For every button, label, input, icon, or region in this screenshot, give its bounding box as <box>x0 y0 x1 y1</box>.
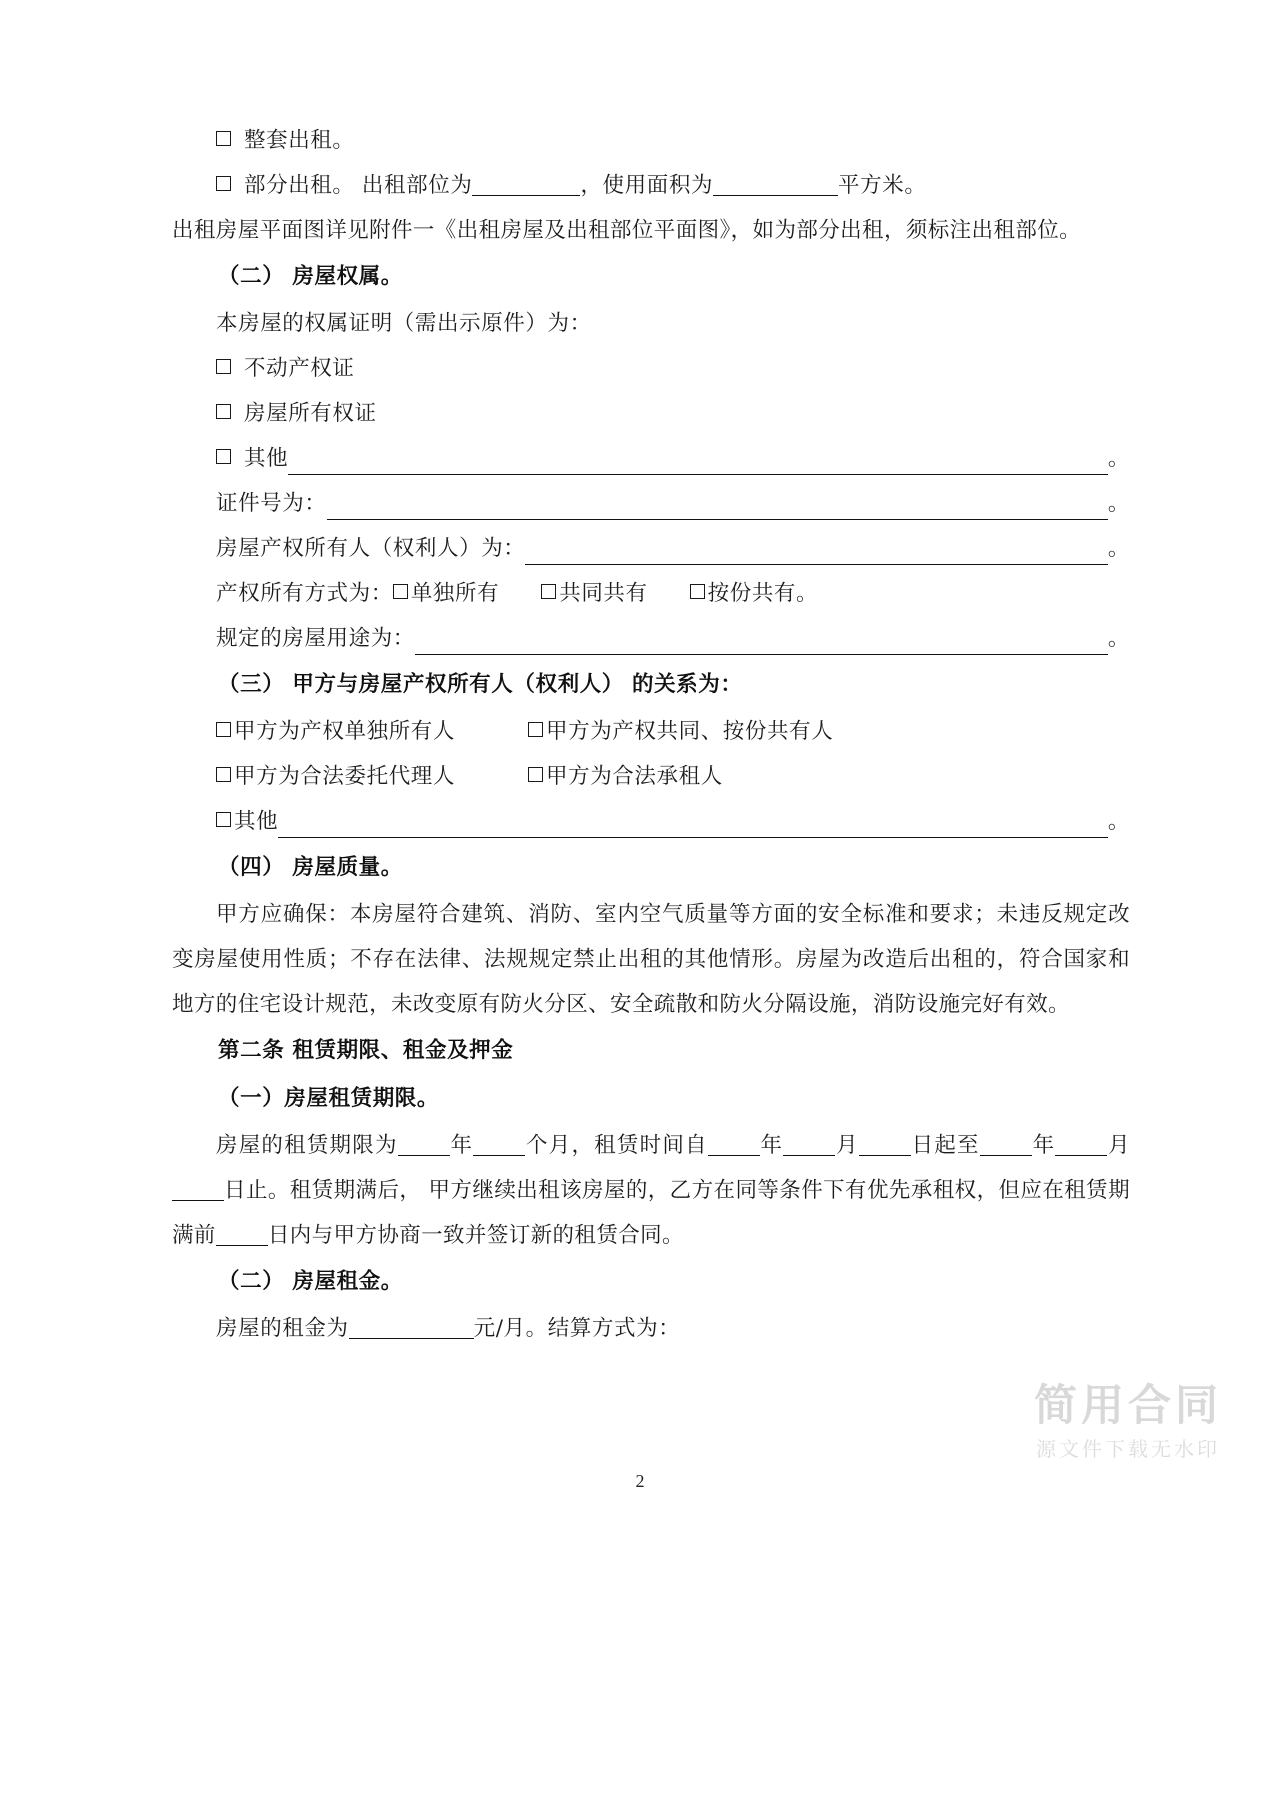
checkbox-icon-partial-rent[interactable] <box>216 176 231 191</box>
checkbox-wrap-relation-other[interactable] <box>216 799 278 844</box>
lease-term-t7: 起至 <box>934 1133 980 1158</box>
checkbox-icon-sole-ownership[interactable] <box>393 584 408 599</box>
watermark-sub-text: 源文件下载无水印 <box>1036 1437 1220 1461</box>
lease-term-t6: 日 <box>910 1133 935 1158</box>
floorplan-note: 出租房屋平面图详见附件一《出租房屋及出租部位平面图》，如为部分出租，须标注出租部位。 <box>172 218 1082 243</box>
relation-row-2 <box>172 754 1130 799</box>
lease-term-t11: 日内与甲方协商一致并签订新的租赁合同。 <box>267 1223 684 1248</box>
ownership-intro: 本房屋的权属证明（需出示原件）为： <box>216 311 592 336</box>
input-house-usage[interactable] <box>415 634 1108 655</box>
option-whole-rent-label: 整套出租。 <box>244 128 355 153</box>
input-usable-area[interactable] <box>713 173 838 196</box>
option-legal-agent[interactable] <box>216 754 528 799</box>
heading-rent: （二） 房屋租金。 <box>218 1269 403 1294</box>
input-start-day[interactable] <box>859 1133 911 1156</box>
option-joint-owner-label: 甲方为产权共同、按份共有人 <box>546 719 834 744</box>
heading-quality: （四） 房屋质量。 <box>218 855 403 880</box>
option-partial-rent-suffix: 平方米。 <box>838 173 927 198</box>
option-partial-rent[interactable] <box>172 163 1130 208</box>
option-relation-other-label: 其他 <box>234 809 279 834</box>
input-term-months[interactable] <box>473 1133 525 1156</box>
checkbox-icon-sole-owner[interactable] <box>216 722 231 737</box>
row-house-usage <box>172 616 1130 661</box>
option-partial-rent-prefix: 部分出租。 出租部位为 <box>244 173 473 198</box>
lease-term-t1: 房屋的租赁期限为 <box>216 1133 398 1158</box>
rent-r2: 元/月。结算方式为： <box>473 1316 681 1341</box>
input-end-year[interactable] <box>980 1133 1032 1156</box>
lease-term-t9: 月 <box>1107 1133 1131 1158</box>
checkbox-icon-house-ownership-cert[interactable] <box>216 404 231 419</box>
page-number: 2 <box>635 1471 645 1491</box>
cert-number-label: 证件号为： <box>216 491 327 516</box>
checkbox-icon-legal-agent[interactable] <box>216 767 231 782</box>
input-end-month[interactable] <box>1055 1133 1107 1156</box>
owner-name-period: 。 <box>1107 536 1130 561</box>
quality-paragraph: 甲方应确保：本房屋符合建筑、消防、室内空气质量等方面的安全标准和要求；未违反规定改变房屋使用性质；不存在法律、法规规定禁止出租的其他情形。房屋为改造后出租的，符合国家和地方的住宅设计规范，未改变原有防火分区、安全疏散和防火分隔设施，消防设施完好有效。 <box>172 902 1130 1017</box>
checkbox-icon-whole-rent[interactable] <box>216 131 231 146</box>
input-term-years[interactable] <box>398 1133 450 1156</box>
lease-term-t8: 年 <box>1031 1133 1056 1158</box>
checkbox-wrap-other-cert[interactable] <box>216 436 288 481</box>
option-sole-owner-label: 甲方为产权单独所有人 <box>234 719 456 744</box>
option-sole-owner[interactable] <box>216 709 528 754</box>
option-relation-other-period: 。 <box>1107 809 1130 834</box>
ownership-mode-option-sole: 单独所有 <box>410 581 500 606</box>
option-cert-other-label: 其他 <box>244 446 289 471</box>
lease-term-t10: 日止。租赁期满后， 甲方继续出租该房屋的，乙方在同等条件下有优先承租权，但应在租赁期满前 <box>172 1178 1130 1248</box>
relation-row-1 <box>172 709 1130 754</box>
watermark-main-text: 简用合同 <box>1034 1381 1222 1431</box>
rent-line <box>172 1306 1130 1351</box>
ownership-mode-option-joint: 共同共有 <box>559 581 648 606</box>
checkbox-icon-share-ownership[interactable] <box>690 584 705 599</box>
rent-r1: 房屋的租金为 <box>216 1316 349 1341</box>
ownership-mode-option-share: 按份共有。 <box>707 581 819 606</box>
input-end-day[interactable] <box>172 1178 224 1201</box>
option-legal-agent-label: 甲方为合法委托代理人 <box>234 764 456 789</box>
option-cert-other[interactable] <box>172 436 1130 481</box>
option-legal-lessee-label: 甲方为合法承租人 <box>546 764 723 789</box>
input-cert-number[interactable] <box>327 499 1108 520</box>
lease-term-t5: 月 <box>835 1133 859 1158</box>
option-house-ownership-cert-label: 房屋所有权证 <box>244 401 377 426</box>
checkbox-icon-relation-other[interactable] <box>216 812 231 827</box>
house-usage-period: 。 <box>1107 626 1130 651</box>
checkbox-icon-real-estate-cert[interactable] <box>216 359 231 374</box>
ownership-mode-label: 产权所有方式为： <box>216 581 393 606</box>
option-joint-owner[interactable] <box>528 709 1130 754</box>
heading-ownership: （二） 房屋权属。 <box>218 264 403 289</box>
input-relation-other[interactable] <box>278 817 1108 838</box>
option-real-estate-cert[interactable] <box>172 346 1130 391</box>
owner-name-label: 房屋产权所有人（权利人）为： <box>216 536 526 561</box>
checkbox-icon-legal-lessee[interactable] <box>528 767 543 782</box>
checkbox-icon-joint-owner[interactable] <box>528 722 543 737</box>
input-owner-name[interactable] <box>525 544 1107 565</box>
row-ownership-mode <box>172 571 1130 616</box>
input-rented-part[interactable] <box>472 173 580 196</box>
checkbox-icon-other-cert[interactable] <box>216 449 231 464</box>
input-start-year[interactable] <box>708 1133 760 1156</box>
cert-number-period: 。 <box>1107 491 1130 516</box>
input-renew-notice-days[interactable] <box>216 1223 268 1246</box>
option-whole-rent[interactable] <box>172 118 1130 163</box>
heading-lease-term: （一）房屋租赁期限。 <box>218 1086 440 1111</box>
lease-term-t3: 个月，租赁时间自 <box>525 1133 708 1158</box>
option-partial-rent-mid: ，使用面积为 <box>580 173 714 198</box>
option-house-ownership-cert[interactable] <box>172 391 1130 436</box>
option-real-estate-cert-label: 不动产权证 <box>244 356 355 381</box>
lease-term-t4: 年 <box>759 1133 784 1158</box>
heading-article-two: 第二条 租赁期限、租金及押金 <box>218 1038 514 1063</box>
checkbox-icon-joint-ownership[interactable] <box>541 584 556 599</box>
option-legal-lessee[interactable] <box>528 754 1130 799</box>
row-cert-number <box>172 481 1130 526</box>
lease-term-t2: 年 <box>449 1133 474 1158</box>
row-owner-name <box>172 526 1130 571</box>
heading-relation: （三） 甲方与房屋产权所有人（权利人） 的关系为： <box>218 672 743 697</box>
input-start-month[interactable] <box>783 1133 835 1156</box>
option-relation-other[interactable] <box>172 799 1130 844</box>
input-cert-other[interactable] <box>288 454 1108 475</box>
input-monthly-rent[interactable] <box>349 1316 474 1339</box>
lease-term-paragraph <box>172 1123 1130 1258</box>
option-cert-other-period: 。 <box>1107 446 1130 471</box>
house-usage-label: 规定的房屋用途为： <box>216 626 415 651</box>
